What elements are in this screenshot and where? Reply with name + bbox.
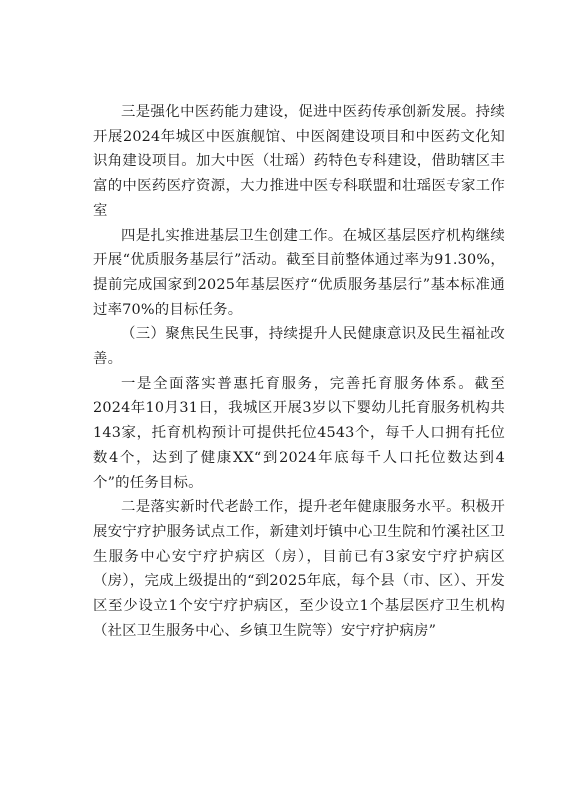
paragraph-primary-care: 四是扎实推进基层卫生创建工作。在城区基层医疗机构继续开展“优质服务基层行”活动。截至目前整体通过率为91.30%，提前完成国家到2025年基层医疗“优质服务基层行”基本标准通过率70%的目标任务。: [93, 227, 505, 318]
paragraph-elderly-care: 二是落实新时代老龄工作，提升老年健康服务水平。积极开展安宁疗护服务试点工作，新建刘圩镇中心卫生院和竹溪社区卫生服务中心安宁疗护病区（房），目前已有3家安宁疗护病区（房），完成上级提出的“到2025年底，每个县（市、区）、开发区至少设立1个安宁疗护病区，至少设立1个基层医疗卫生机构（社区卫生服务中心、乡镇卫生院等）安宁疗护病房”: [93, 499, 505, 639]
document-body: [93, 100, 505, 643]
section-heading-livelihood: （三）聚焦民生民事，持续提升人民健康意识及民生福祉改善。: [93, 326, 505, 368]
paragraph-tcm-capacity: 三是强化中医药能力建设，促进中医药传承创新发展。持续开展2024年城区中医旗舰馆、中医阁建设项目和中医药文化知识角建设项目。加大中医（壮瑶）药特色专科建设，借助辖区丰富的中医药医疗资源，大力推进中医专科联盟和壮瑶医专家工作室: [93, 104, 505, 219]
paragraph-childcare: 一是全面落实普惠托育服务，完善托育服务体系。截至2024年10月31日，我城区开展3岁以下婴幼儿托育服务机构共143家，托育机构预计可提供托位4543个，每千人口拥有托位数4个，达到了健康XX“到2024年底每千人口托位数达到4个”的任务目标。: [93, 375, 505, 491]
